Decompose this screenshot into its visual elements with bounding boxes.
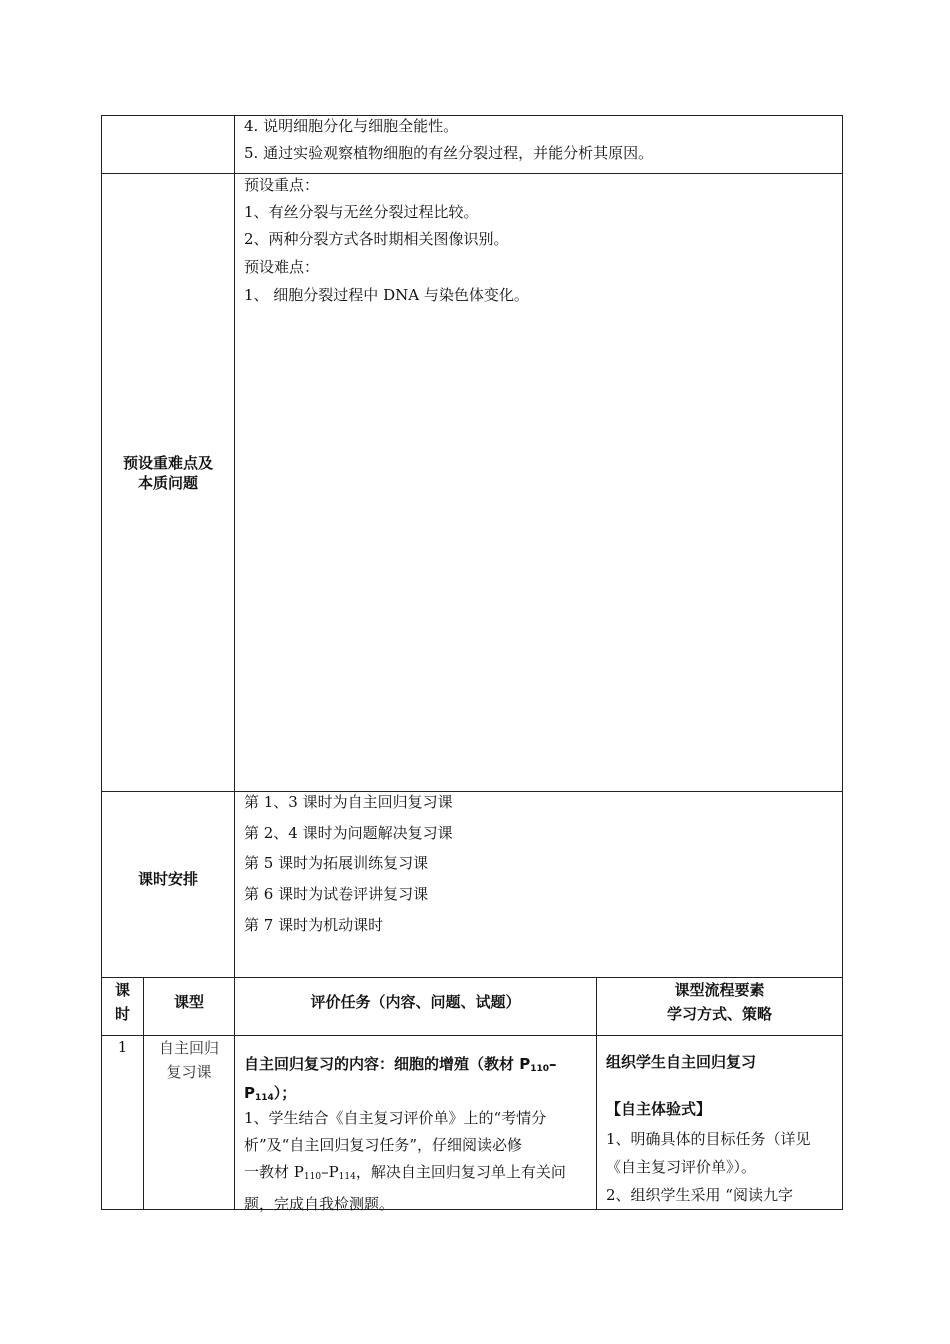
header-flow-line: 学习方式、策略 [666,1005,772,1023]
header-period [101,978,144,1026]
row1-flow-mode: 【自主体验式】 [606,1100,712,1118]
task-body-line: 一教材 P [244,1163,304,1181]
page-subscript: 114 [338,1172,356,1182]
header-period-line: 课 [114,981,130,999]
schedule-item: 第 2、4 课时为问题解决复习课 [244,824,453,842]
row-divider-key-points [101,173,843,174]
row1-task-body [244,1105,566,1218]
schedule-item: 第 7 课时为机动课时 [244,916,384,934]
flow-body-line: 《自主复习评价单》）。 [606,1158,757,1176]
schedule-item: 第 1、3 课时为自主回归复习课 [244,793,453,811]
header-type: 课型 [173,993,204,1011]
objective-item: 5. 通过实验观察植物细胞的有丝分裂过程，并能分析其原因。 [244,144,654,162]
table-border-right [842,115,843,1210]
task-body-line: –P [321,1163,339,1181]
row1-task-title [244,1052,557,1110]
header-period-line: 时 [114,1005,130,1023]
key-points-label [101,453,235,493]
flow-body-line: 2、组织学生采用 “阅读九字 [606,1186,793,1204]
difficult-point-item: 1、 细胞分裂过程中 DNA 与染色体变化。 [244,286,529,304]
row1-type [143,1036,235,1084]
page-subscript: 110 [303,1172,322,1182]
task-body-line: 析”及“自主回归复习任务”，仔细阅读必修 [244,1136,523,1154]
schedule-item: 第 6 课时为试卷评讲复习课 [244,885,429,903]
flow-body-line: 1、明确具体的目标任务（详见 [606,1130,811,1148]
objective-item: 4. 说明细胞分化与细胞全能性。 [244,117,459,135]
key-points-label-line: 预设重难点及 [122,454,213,472]
row1-type-line: 复习课 [166,1063,212,1081]
header-flow-line: 课型流程要素 [674,981,765,999]
page-subscript: 114 [255,1093,274,1103]
table-border-top [101,115,843,116]
task-title-text: 自主回归复习的内容：细胞的增殖（教材 P [244,1055,531,1073]
header-task: 评价任务（内容、问题、试题） [310,993,521,1011]
row-divider-schedule [101,791,843,792]
task-title-dash: – [549,1055,557,1073]
key-point-item: 2、两种分裂方式各时期相关图像识别。 [244,230,509,248]
row1-period: 1 [117,1038,128,1056]
task-body-line: 1、学生结合《自主复习评价单》上的“考情分 [244,1109,547,1127]
row1-type-line: 自主回归 [158,1039,219,1057]
key-point-item: 1、有丝分裂与无丝分裂过程比较。 [244,203,479,221]
header-flow [596,978,843,1026]
key-points-heading: 预设重点： [244,176,320,194]
difficult-points-heading: 预设难点： [244,258,320,276]
schedule-item: 第 5 课时为拓展训练复习课 [244,854,429,872]
row1-flow-body [606,1125,811,1209]
page-subscript: 110 [530,1064,550,1074]
task-title-text: P [244,1084,255,1102]
schedule-label: 课时安排 [137,870,198,888]
key-points-label-line: 本质问题 [137,474,198,492]
row1-flow-title: 组织学生自主回归复习 [606,1053,757,1071]
task-body-line: 题，完成自我检测题。 [244,1195,395,1213]
task-title-text: ）； [273,1084,297,1102]
task-body-line: ，解决自主回归复习单上有关问 [355,1163,566,1181]
